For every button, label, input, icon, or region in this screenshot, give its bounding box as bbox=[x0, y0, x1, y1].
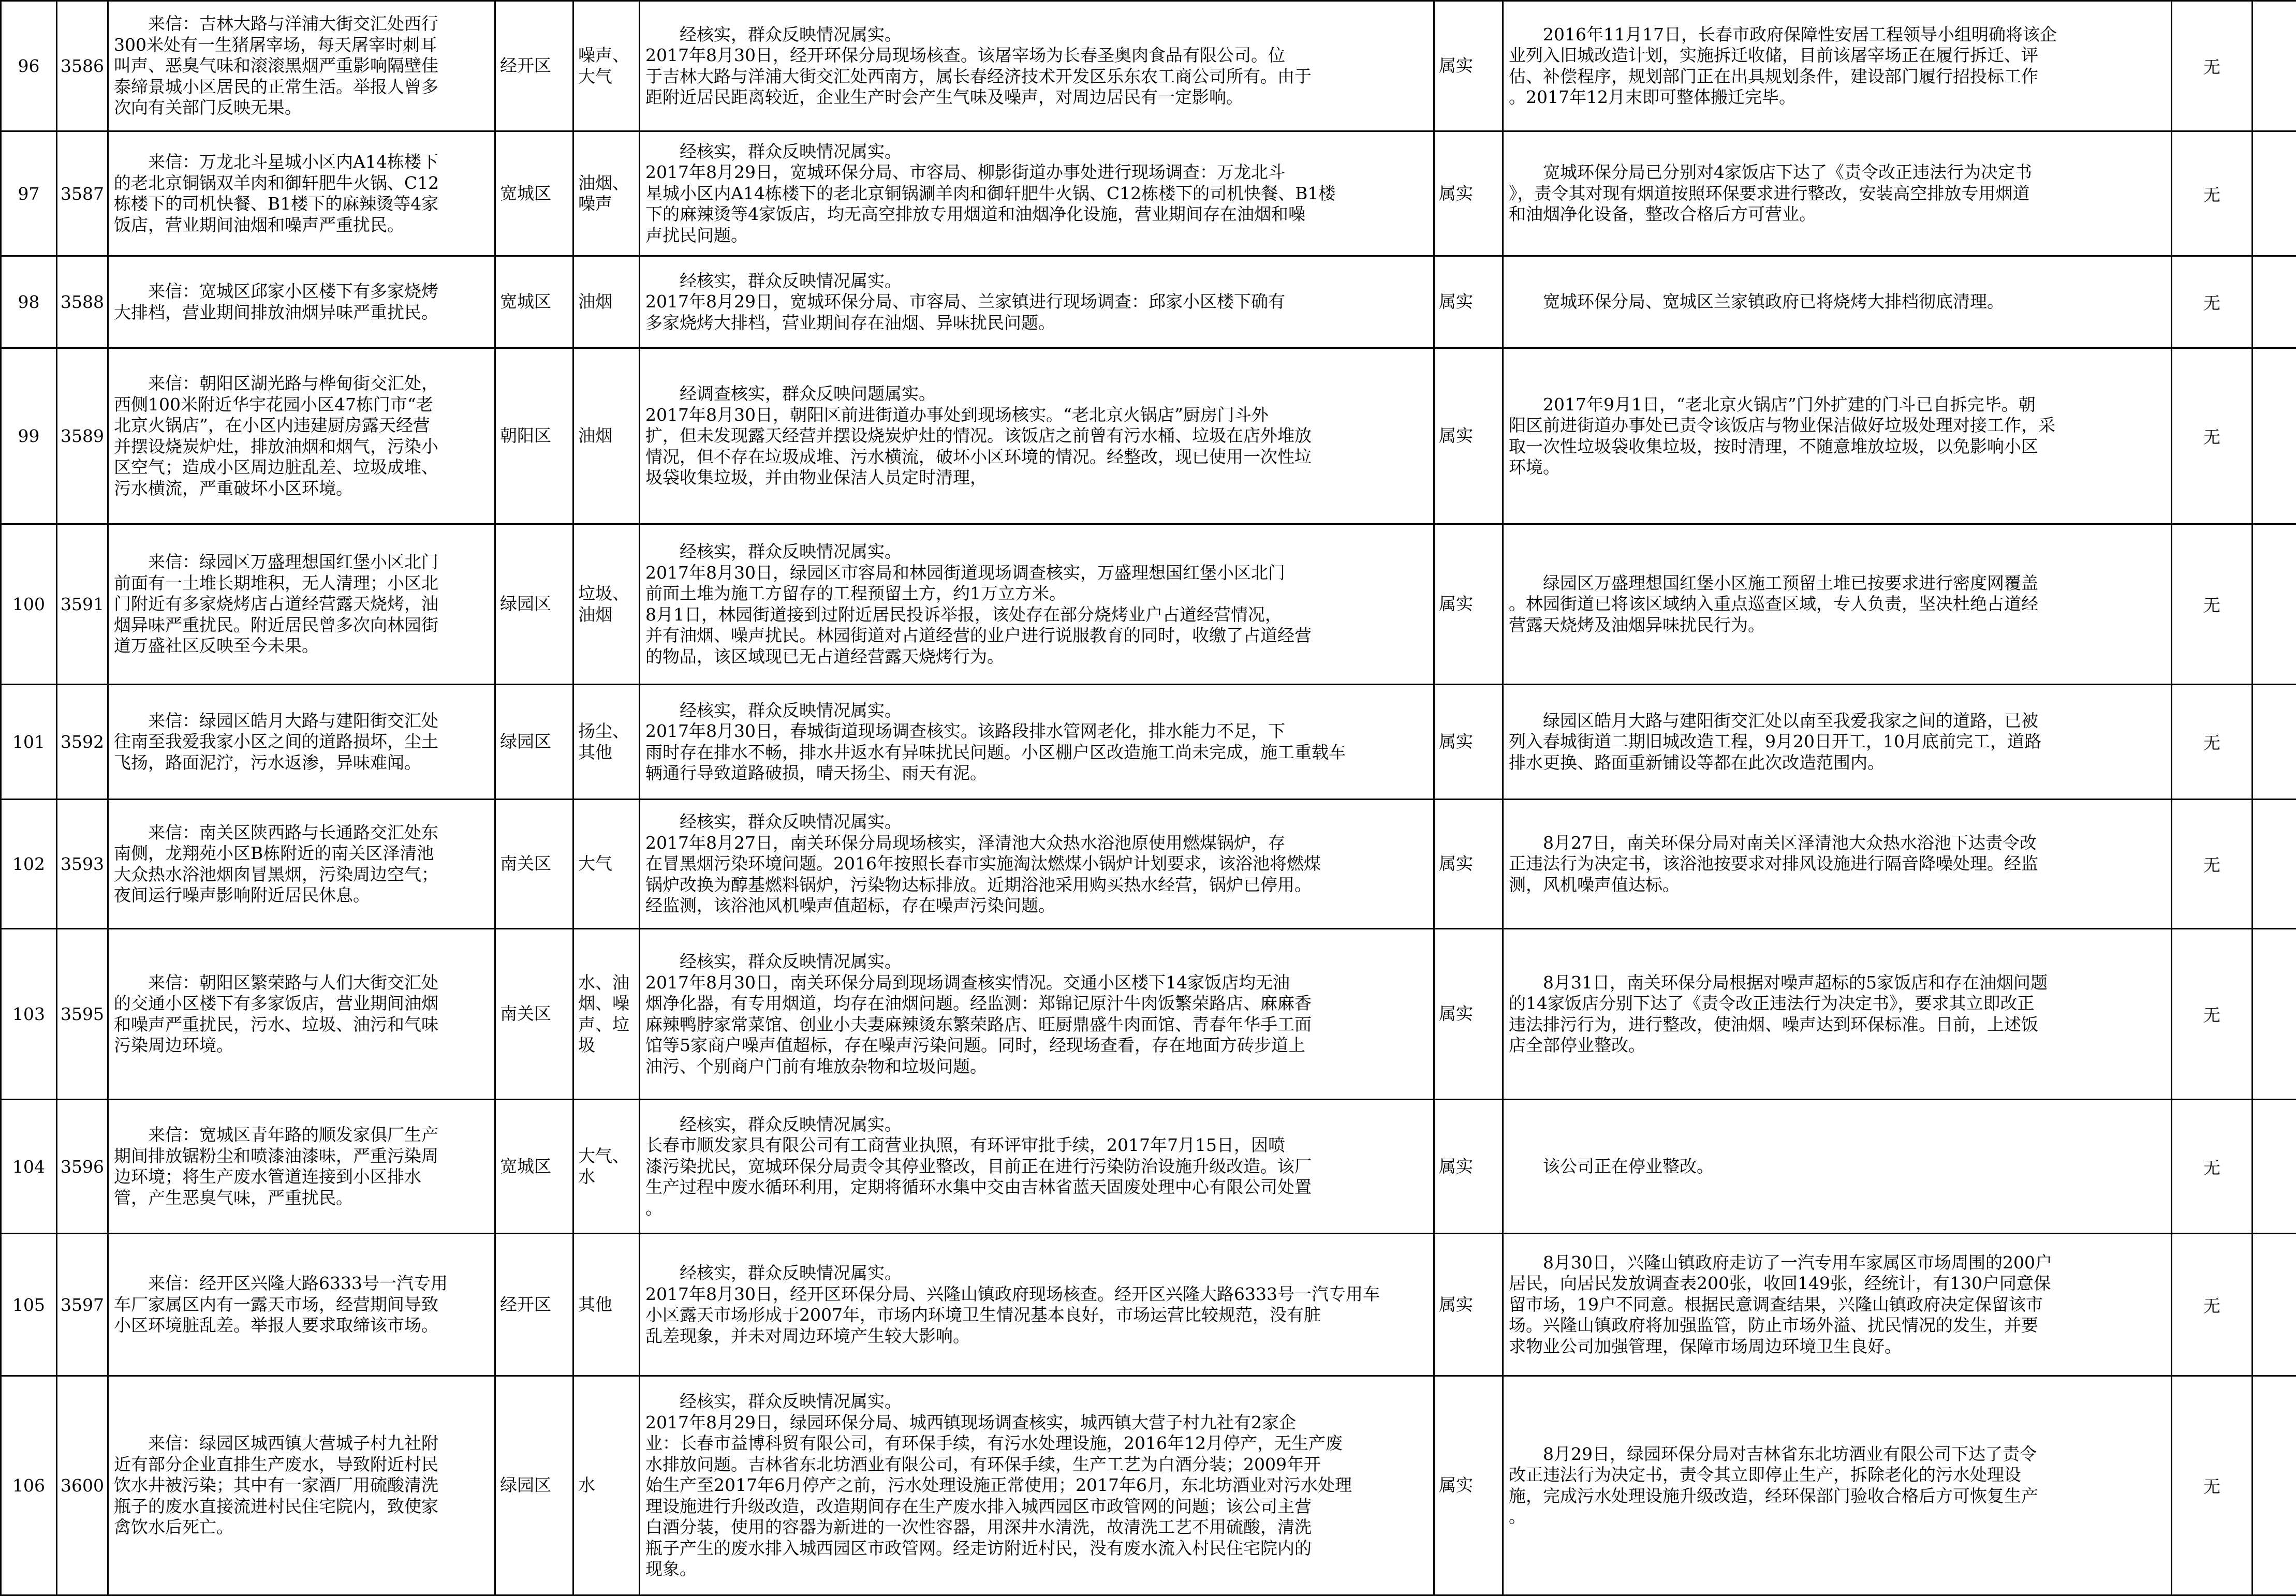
handling-result-text: 绿园区万盛理想国红堡小区施工预留土堆已按要求进行密度网覆盖 。林园街道已将该区域纳入重点巡查区域，专人负责，坚决杜绝占道经 营露天烧烤及油烟异味扰民行为。 bbox=[1509, 573, 2166, 636]
handling-result-text: 2017年9月1日，“老北京火锅店”门外扩建的门斗已自拆完毕。朝 阳区前进街道办事处已责令该饭店与物业保洁做好垃圾处理对接工作，采 取一次性垃圾袋收集垃圾，按时清理，不随意堆放垃圾，以免影响小区 环境。 bbox=[1509, 394, 2166, 478]
verdict-text: 属实 bbox=[1439, 183, 1498, 204]
row-number: 97 bbox=[1, 131, 57, 256]
investigation-result bbox=[640, 256, 1434, 348]
verdict bbox=[1434, 1100, 1503, 1234]
handling-result-text: 绿园区皓月大路与建阳街交汇处以南至我爱我家之间的道路，已被 列入春城街道二期旧城改造工程，9月20日开工，10月底前完工，道路 排水更换、路面重新铺设等都在此次改造范围内。 bbox=[1509, 711, 2166, 774]
handling-result-text: 8月31日，南关环保分局根据对噪声超标的5家饭店和存在油烟问题 的14家饭店分别下达了《责令改正违法行为决定书》，要求其立即改正 违法排污行为，进行整改，使油烟、噪声达到环保标准。目前，上述饭 店全部停业整改。 bbox=[1509, 972, 2166, 1056]
verdict-text: 属实 bbox=[1439, 1003, 1498, 1025]
blank-cell bbox=[2253, 1376, 2296, 1595]
verdict-text: 属实 bbox=[1439, 1294, 1498, 1316]
accountability: 无 bbox=[2172, 929, 2253, 1100]
investigation-result-text: 经核实，群众反映情况属实。 2017年8月30日，绿园区市容局和林园街道现场调查核实，万盛理想国红堡小区北门 前面土堆为施工方留存的工程预留土方，约1万立方米。 8月1日，林园街道接到过附近居民投诉举报，该处存在部分烧烤业户占道经营情况， 并有油烟、噪声扰民。林园街道对占道经营的业户进行说服教育的同时，收缴了占道经营 的物品，该区域现已无占道经营露天烧烤行为。 bbox=[645, 541, 1428, 667]
complaint-text-text: 来信：绿园区万盛理想国红堡小区北门 前面有一土堆长期堆积，无人清理；小区北 门附近有多家烧烤店占道经营露天烧烤，油 烟异味严重扰民。附近居民曾多次向林园街 道万盛社区反映至今未果。 bbox=[114, 552, 489, 657]
complaint-text bbox=[108, 348, 495, 524]
investigation-result-text: 经核实，群众反映情况属实。 2017年8月30日，经开区环保分局、兴隆山镇政府现场核查。经开区兴隆大路6333号一汽专用车 小区露天市场形成于2007年，市场内环境卫生情况基本良好，市场运营比较规范，没有脏 乱差现象，并未对周边环境产生较大影响。 bbox=[645, 1263, 1428, 1347]
case-id: 3589 bbox=[57, 348, 108, 524]
investigation-result-text: 经调查核实，群众反映问题属实。 2017年8月30日，朝阳区前进街道办事处到现场核实。“老北京火锅店”厨房门斗外 扩，但未发现露天经营并摆设烧炭炉灶的情况。该饭店之前曾有污水桶、垃圾在店外堆放 情况，但不存在垃圾成堆、污水横流，破坏小区环境的情况。经整改，现已使用一次性垃 圾袋收集垃圾，并由物业保洁人员定时清理， bbox=[645, 383, 1428, 489]
verdict bbox=[1434, 524, 1503, 685]
district bbox=[495, 800, 573, 929]
table-row bbox=[1, 524, 2296, 685]
complaint-text-text: 来信：吉林大路与洋浦大街交汇处西行 300米处有一生猪屠宰场，每天屠宰时刺耳 叫声、恶臭气味和滚滚黑烟严重影响隔壁佳 泰缔景城小区居民的正常生活。举报人曾多 次向有关部门反映无果。 bbox=[114, 13, 489, 119]
blank-cell bbox=[2253, 685, 2296, 800]
case-id: 3600 bbox=[57, 1376, 108, 1595]
table-row bbox=[1, 1, 2296, 131]
accountability: 无 bbox=[2172, 348, 2253, 524]
accountability: 无 bbox=[2172, 1, 2253, 131]
district-text: 南关区 bbox=[500, 853, 568, 875]
complaint-text-text: 来信：万龙北斗星城小区内A14栋楼下 的老北京铜锅双羊肉和御轩肥牛火锅、C12 栋楼下的司机快餐、B1楼下的麻辣烫等4家 饭店，营业期间油烟和噪声严重扰民。 bbox=[114, 152, 489, 235]
blank-cell bbox=[2253, 256, 2296, 348]
district-text: 绿园区 bbox=[500, 1475, 568, 1496]
investigation-result-text: 经核实，群众反映情况属实。 2017年8月30日，春城街道现场调查核实。该路段排水管网老化，排水能力不足，下 雨时存在排水不畅，排水井返水有异味扰民问题。小区棚户区改造施工尚未完成，施工重载车 辆通行导致道路破损，晴天扬尘、雨天有泥。 bbox=[645, 700, 1428, 784]
blank-cell bbox=[2253, 1234, 2296, 1376]
pollution-type-text: 油烟、 噪声 bbox=[578, 173, 635, 215]
row-number: 106 bbox=[1, 1376, 57, 1595]
complaint-text bbox=[108, 524, 495, 685]
handling-result bbox=[1503, 1234, 2172, 1376]
row-number: 96 bbox=[1, 1, 57, 131]
district bbox=[495, 348, 573, 524]
complaint-text bbox=[108, 1234, 495, 1376]
investigation-result-text: 经核实，群众反映情况属实。 长春市顺发家具有限公司有工商营业执照，有环评审批手续，2017年7月15日，因喷 漆污染扰民，宽城环保分局责令其停业整改，目前正在进行污染防治设施升级改造。该厂 生产过程中废水循环利用，定期将循环水集中交由吉林省蓝天固废处理中心有限公司处置 。 bbox=[645, 1114, 1428, 1219]
verdict-text: 属实 bbox=[1439, 425, 1498, 447]
pollution-type bbox=[573, 256, 640, 348]
handling-result bbox=[1503, 800, 2172, 929]
handling-result-text: 8月30日，兴隆山镇政府走访了一汽专用车家属区市场周围的200户 居民，向居民发放调查表200张，收回149张，经统计，有130户同意保 留市场，19户不同意。根据民意调查结果，兴隆山镇政府决定保留该市 场。兴隆山镇政府将加强监管，防止市场外溢、扰民情况的发生，并要 求物业公司加强管理，保障市场周边环境卫生良好。 bbox=[1509, 1252, 2166, 1357]
district-text: 朝阳区 bbox=[500, 425, 568, 447]
row-number: 100 bbox=[1, 524, 57, 685]
complaint-text-text: 来信：朝阳区湖光路与桦甸街交汇处， 西侧100米附近华宇花园小区47栋门市“老 北京火锅店”，在小区内违建厨房露天经营 并摆设烧炭炉灶，排放油烟和烟气，污染小 区空气；造成小区周边脏乱差、垃圾成堆、 污水横流，严重破坏小区环境。 bbox=[114, 373, 489, 499]
complaint-text-text: 来信：绿园区皓月大路与建阳街交汇处 往南至我爱我家小区之间的道路损坏，尘土 飞扬，路面泥泞，污水返渗，异味难闻。 bbox=[114, 711, 489, 774]
pollution-type-text: 油烟 bbox=[578, 425, 635, 447]
district-text: 宽城区 bbox=[500, 291, 568, 313]
handling-result bbox=[1503, 929, 2172, 1100]
blank-cell bbox=[2253, 1100, 2296, 1234]
accountability: 无 bbox=[2172, 131, 2253, 256]
table-row bbox=[1, 800, 2296, 929]
district-text: 绿园区 bbox=[500, 731, 568, 752]
table-row bbox=[1, 256, 2296, 348]
verdict bbox=[1434, 348, 1503, 524]
investigation-result bbox=[640, 1, 1434, 131]
case-id: 3595 bbox=[57, 929, 108, 1100]
district-text: 南关区 bbox=[500, 1003, 568, 1025]
table-row bbox=[1, 1100, 2296, 1234]
table-row bbox=[1, 1234, 2296, 1376]
table-body bbox=[1, 1, 2296, 1595]
case-id: 3593 bbox=[57, 800, 108, 929]
district-text: 经开区 bbox=[500, 55, 568, 77]
blank-cell bbox=[2253, 1, 2296, 131]
row-number: 105 bbox=[1, 1234, 57, 1376]
pollution-type bbox=[573, 929, 640, 1100]
handling-result-text: 宽城环保分局已分别对4家饭店下达了《责令改正违法行为决定书 》，责令其对现有烟道按照环保要求进行整改，安装高空排放专用烟道 和油烟净化设备，整改合格后方可营业。 bbox=[1509, 162, 2166, 225]
handling-result bbox=[1503, 348, 2172, 524]
pollution-type bbox=[573, 1, 640, 131]
handling-result bbox=[1503, 1, 2172, 131]
complaint-text bbox=[108, 685, 495, 800]
complaint-text-text: 来信：宽城区邱家小区楼下有多家烧烤 大排档，营业期间排放油烟异味严重扰民。 bbox=[114, 281, 489, 323]
investigation-result bbox=[640, 131, 1434, 256]
verdict bbox=[1434, 929, 1503, 1100]
district-text: 宽城区 bbox=[500, 1156, 568, 1177]
complaint-text bbox=[108, 131, 495, 256]
accountability: 无 bbox=[2172, 524, 2253, 685]
row-number: 104 bbox=[1, 1100, 57, 1234]
pollution-type bbox=[573, 348, 640, 524]
accountability: 无 bbox=[2172, 1100, 2253, 1234]
district bbox=[495, 256, 573, 348]
blank-cell bbox=[2253, 131, 2296, 256]
row-number: 101 bbox=[1, 685, 57, 800]
blank-cell bbox=[2253, 524, 2296, 685]
pollution-type bbox=[573, 800, 640, 929]
pollution-type-text: 扬尘、 其他 bbox=[578, 721, 635, 763]
district bbox=[495, 1376, 573, 1595]
handling-result bbox=[1503, 524, 2172, 685]
complaint-text-text: 来信：宽城区青年路的顺发家俱厂生产 期间排放锯粉尘和喷漆油漆味，严重污染周 边环境；将生产废水管道连接到小区排水 管，产生恶臭气味，严重扰民。 bbox=[114, 1125, 489, 1208]
complaint-text bbox=[108, 929, 495, 1100]
handling-result-text: 8月29日，绿园环保分局对吉林省东北坊酒业有限公司下达了责令 改正违法行为决定书，责令其立即停止生产，拆除老化的污水处理设 施，完成污水处理设施升级改造，经环保部门验收合格后方可恢复生产 。 bbox=[1509, 1444, 2166, 1528]
table-row bbox=[1, 685, 2296, 800]
pollution-type-text: 水、油 烟、噪 声、垃 圾 bbox=[578, 972, 635, 1056]
pollution-type-text: 水 bbox=[578, 1475, 635, 1496]
complaint-text bbox=[108, 1100, 495, 1234]
pollution-type bbox=[573, 131, 640, 256]
case-id: 3592 bbox=[57, 685, 108, 800]
case-id: 3587 bbox=[57, 131, 108, 256]
district bbox=[495, 131, 573, 256]
district bbox=[495, 524, 573, 685]
handling-result bbox=[1503, 256, 2172, 348]
blank-cell bbox=[2253, 800, 2296, 929]
investigation-result bbox=[640, 929, 1434, 1100]
pollution-type bbox=[573, 1100, 640, 1234]
handling-result bbox=[1503, 131, 2172, 256]
verdict bbox=[1434, 685, 1503, 800]
district bbox=[495, 1234, 573, 1376]
district bbox=[495, 929, 573, 1100]
pollution-type-text: 垃圾、 油烟 bbox=[578, 583, 635, 625]
complaint-text-text: 来信：经开区兴隆大路6333号一汽专用 车厂家属区内有一露天市场，经营期间导致 小区环境脏乱差。举报人要求取缔该市场。 bbox=[114, 1273, 489, 1336]
complaint-text-text: 来信：南关区陕西路与长通路交汇处东 南侧，龙翔苑小区B栋附近的南关区泽清池 大众热水浴池烟囱冒黑烟，污染周边空气； 夜间运行噪声影响附近居民休息。 bbox=[114, 822, 489, 906]
handling-result-text: 8月27日，南关环保分局对南关区泽清池大众热水浴池下达责令改 正违法行为决定书，该浴池按要求对排风设施进行隔音降噪处理。经监 测，风机噪声值达标。 bbox=[1509, 833, 2166, 896]
handling-result bbox=[1503, 685, 2172, 800]
handling-result-text: 宽城环保分局、宽城区兰家镇政府已将烧烤大排档彻底清理。 bbox=[1509, 291, 2166, 313]
pollution-type bbox=[573, 1234, 640, 1376]
district bbox=[495, 685, 573, 800]
investigation-result-text: 经核实，群众反映情况属实。 2017年8月27日，南关环保分局现场核实，泽清池大众热水浴池原使用燃煤锅炉，存 在冒黑烟污染环境问题。2016年按照长春市实施淘汰燃煤小锅炉计划要求，该浴池将燃煤 锅炉改换为醇基燃料锅炉，污染物达标排放。近期浴池采用购买热水经营，锅炉已停用。 经监测，该浴池风机噪声值超标，存在噪声污染问题。 bbox=[645, 811, 1428, 917]
row-number: 98 bbox=[1, 256, 57, 348]
row-number: 102 bbox=[1, 800, 57, 929]
pollution-type-text: 噪声、 大气 bbox=[578, 45, 635, 87]
pollution-type bbox=[573, 524, 640, 685]
row-number: 99 bbox=[1, 348, 57, 524]
verdict bbox=[1434, 1, 1503, 131]
investigation-result bbox=[640, 800, 1434, 929]
table-row bbox=[1, 131, 2296, 256]
blank-cell bbox=[2253, 348, 2296, 524]
investigation-result-text: 经核实，群众反映情况属实。 2017年8月29日，宽城环保分局、市容局、兰家镇进行现场调查：邱家小区楼下确有 多家烧烤大排档，营业期间存在油烟、异味扰民问题。 bbox=[645, 271, 1428, 334]
complaint-text-text: 来信：朝阳区繁荣路与人们大街交汇处 的交通小区楼下有多家饭店，营业期间油烟 和噪声严重扰民，污水、垃圾、油污和气味 污染周边环境。 bbox=[114, 972, 489, 1056]
complaint-text bbox=[108, 1376, 495, 1595]
verdict-text: 属实 bbox=[1439, 291, 1498, 313]
verdict-text: 属实 bbox=[1439, 55, 1498, 77]
case-id: 3597 bbox=[57, 1234, 108, 1376]
pollution-type bbox=[573, 1376, 640, 1595]
table-row bbox=[1, 348, 2296, 524]
accountability: 无 bbox=[2172, 1234, 2253, 1376]
verdict-text: 属实 bbox=[1439, 853, 1498, 875]
case-id: 3596 bbox=[57, 1100, 108, 1234]
pollution-type-text: 大气、 水 bbox=[578, 1146, 635, 1188]
investigation-result-text: 经核实，群众反映情况属实。 2017年8月30日，经开环保分局现场核查。该屠宰场为长春圣奥肉食品有限公司。位 于吉林大路与洋浦大街交汇处西南方，属长春经济技术开发区乐东农工商公司所有。由于 距附近居民距离较近，企业生产时会产生气味及噪声，对周边居民有一定影响。 bbox=[645, 24, 1428, 108]
case-id: 3586 bbox=[57, 1, 108, 131]
table-row bbox=[1, 929, 2296, 1100]
district-text: 经开区 bbox=[500, 1294, 568, 1316]
investigation-result bbox=[640, 524, 1434, 685]
investigation-result bbox=[640, 1376, 1434, 1595]
accountability: 无 bbox=[2172, 800, 2253, 929]
district bbox=[495, 1100, 573, 1234]
complaint-text bbox=[108, 800, 495, 929]
verdict-text: 属实 bbox=[1439, 731, 1498, 752]
investigation-result bbox=[640, 348, 1434, 524]
case-id: 3588 bbox=[57, 256, 108, 348]
pollution-type-text: 大气 bbox=[578, 853, 635, 875]
handling-result-text: 2016年11月17日，长春市政府保障性安居工程领导小组明确将该企 业列入旧城改造计划，实施拆迁收储，目前该屠宰场正在履行拆迁、评 估、补偿程序，规划部门正在出具规划条件，建设部门履行招投标工作 。2017年12月末即可整体搬迁完毕。 bbox=[1509, 24, 2166, 108]
verdict-text: 属实 bbox=[1439, 1475, 1498, 1496]
handling-result bbox=[1503, 1376, 2172, 1595]
row-number: 103 bbox=[1, 929, 57, 1100]
complaint-text-text: 来信：绿园区城西镇大营城子村九社附 近有部分企业直排生产废水，导致附近村民 饮水井被污染；其中有一家酒厂用硫酸清洗 瓶子的废水直接流进村民住宅院内，致使家 禽饮水后死亡。 bbox=[114, 1433, 489, 1538]
verdict bbox=[1434, 800, 1503, 929]
verdict bbox=[1434, 131, 1503, 256]
district bbox=[495, 1, 573, 131]
verdict-text: 属实 bbox=[1439, 594, 1498, 615]
investigation-result bbox=[640, 685, 1434, 800]
verdict-text: 属实 bbox=[1439, 1156, 1498, 1177]
investigation-result-text: 经核实，群众反映情况属实。 2017年8月29日，宽城环保分局、市容局、柳影街道办事处进行现场调查：万龙北斗 星城小区内A14栋楼下的老北京铜锅涮羊肉和御轩肥牛火锅、C12栋楼下的司机快餐、B1楼 下的麻辣烫等4家饭店，均无高空排放专用烟道和油烟净化设施，营业期间存在油烟和噪 声扰民问题。 bbox=[645, 141, 1428, 246]
handling-result-text: 该公司正在停业整改。 bbox=[1509, 1156, 2166, 1177]
pollution-type-text: 油烟 bbox=[578, 291, 635, 313]
district-text: 宽城区 bbox=[500, 183, 568, 204]
pollution-type-text: 其他 bbox=[578, 1294, 635, 1316]
investigation-result-text: 经核实，群众反映情况属实。 2017年8月29日，绿园环保分局、城西镇现场调查核实，城西镇大营子村九社有2家企 业：长春市益博科贸有限公司，有环保手续，有污水处理设施，2016年12月停产，无生产废 水排放问题。吉林省东北坊酒业有限公司，有环保手续，生产工艺为白酒分装；2009年开 始生产至2017年6月停产之前，污水处理设施正常使用；2017年6月，东北坊酒业对污水处理 理设施进行升级改造，改造期间存在生产废水排入城西园区市政管网的问题；该公司主营 白酒分装，使用的容器为新进的一次性容器，用深井水清洗，故清洗工艺不用硫酸，清洗 瓶子产生的废水排入城西园区市政管网。经走访附近村民，没有废水流入村民住宅院内的 现象。 bbox=[645, 1391, 1428, 1580]
accountability: 无 bbox=[2172, 1376, 2253, 1595]
investigation-result-text: 经核实，群众反映情况属实。 2017年8月30日，南关环保分局到现场调查核实情况。交通小区楼下14家饭店均无油 烟净化器，有专用烟道，均存在油烟问题。经监测：郑锦记原汁牛肉饭繁荣路店、麻麻香 麻辣鸭脖家常菜馆、创业小夫妻麻辣烫东繁荣路店、旺厨鼎盛牛肉面馆、青春年华手工面 馆等5家商户噪声值超标，存在噪声污染问题。同时，经现场查看，存在地面方砖步道上 油污、个别商户门前有堆放杂物和垃圾问题。 bbox=[645, 951, 1428, 1077]
case-id: 3591 bbox=[57, 524, 108, 685]
accountability: 无 bbox=[2172, 256, 2253, 348]
complaint-text bbox=[108, 256, 495, 348]
handling-result bbox=[1503, 1100, 2172, 1234]
verdict bbox=[1434, 1376, 1503, 1595]
investigation-result bbox=[640, 1100, 1434, 1234]
district-text: 绿园区 bbox=[500, 594, 568, 615]
table-row bbox=[1, 1376, 2296, 1595]
investigation-result bbox=[640, 1234, 1434, 1376]
blank-cell bbox=[2253, 929, 2296, 1100]
pollution-type bbox=[573, 685, 640, 800]
verdict bbox=[1434, 1234, 1503, 1376]
complaint-text bbox=[108, 1, 495, 131]
accountability: 无 bbox=[2172, 685, 2253, 800]
verdict bbox=[1434, 256, 1503, 348]
